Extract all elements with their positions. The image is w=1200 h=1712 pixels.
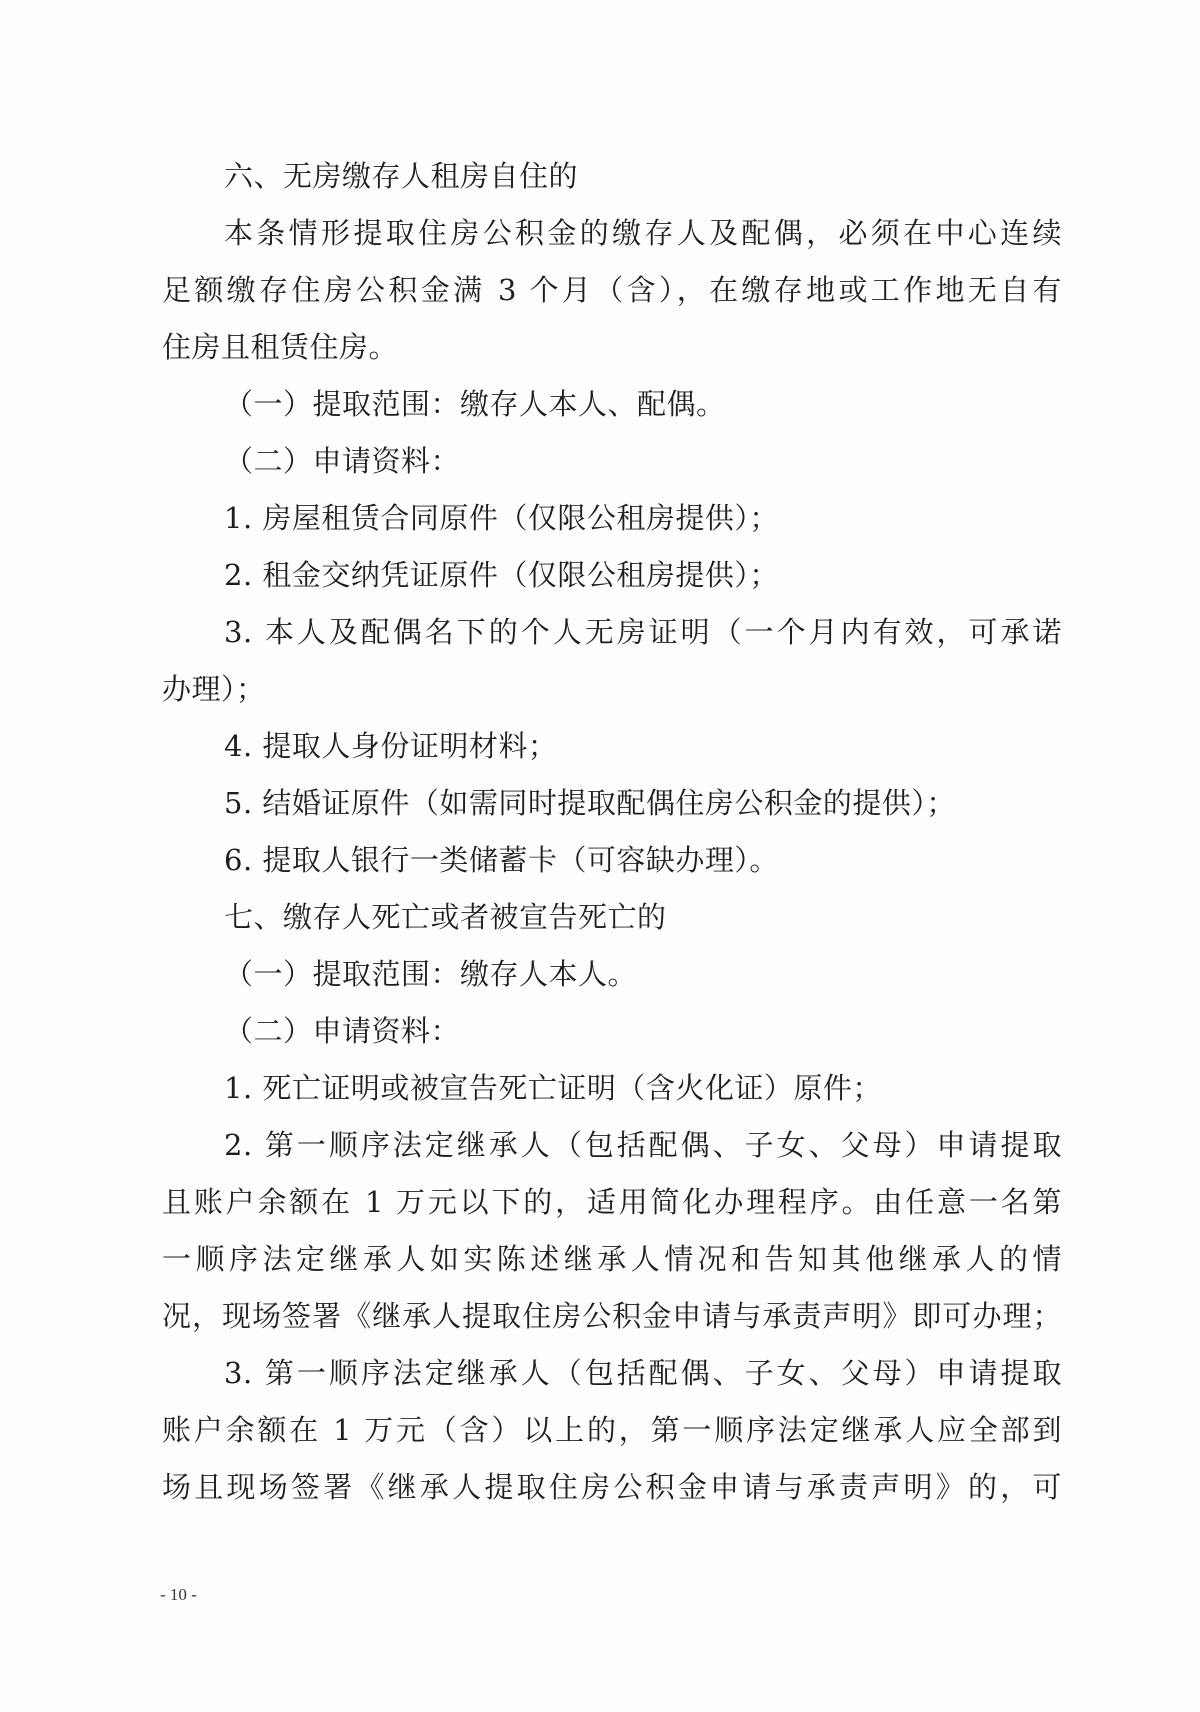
text-line: 4. 提取人身份证明材料； — [224, 729, 558, 763]
text-line: 1. 房屋租赁合同原件（仅限公租房提供）； — [224, 501, 779, 535]
text-line: 住房且租赁住房。 — [162, 330, 399, 364]
text-line: 1. 死亡证明或被宣告死亡证明（含火化证）原件； — [224, 1071, 882, 1105]
text-line: 七、缴存人死亡或者被宣告死亡的 — [224, 900, 667, 934]
text-line: 5. 结婚证原件（如需同时提取配偶住房公积金的提供）； — [224, 786, 956, 820]
text-line: 办理）； — [162, 672, 266, 706]
text-line: （一）提取范围：缴存人本人、配偶。 — [224, 387, 726, 421]
text-line: 况，现场签署《继承人提取住房公积金申请与承责声明》即可办理； — [162, 1299, 1062, 1333]
text-line: 2. 第一顺序法定继承人（包括配偶、子女、父母）申请提取 — [224, 1128, 1062, 1162]
document-body — [162, 148, 1062, 1516]
text-line: 六、无房缴存人租房自住的 — [224, 159, 579, 193]
text-line: （二）申请资料： — [224, 444, 461, 478]
text-line: 场且现场签署《继承人提取住房公积金申请与承责声明》的，可 — [162, 1470, 1062, 1504]
text-line: 3. 第一顺序法定继承人（包括配偶、子女、父母）申请提取 — [224, 1356, 1062, 1390]
text-line: 且账户余额在 1 万元以下的，适用简化办理程序。由任意一名第 — [162, 1185, 1062, 1219]
text-line: 2. 租金交纳凭证原件（仅限公租房提供）； — [224, 558, 779, 592]
text-line: 一顺序法定继承人如实陈述继承人情况和告知其他继承人的情 — [162, 1242, 1062, 1276]
text-line: （一）提取范围：缴存人本人。 — [224, 957, 638, 991]
text-line: 本条情形提取住房公积金的缴存人及配偶，必须在中心连续 — [224, 216, 1062, 250]
text-line: 6. 提取人银行一类储蓄卡（可容缺办理）。 — [224, 843, 779, 877]
page-number: - 10 - — [160, 1585, 197, 1604]
text-line: 3. 本人及配偶名下的个人无房证明（一个月内有效，可承诺 — [224, 615, 1062, 649]
text-line: 账户余额在 1 万元（含）以上的，第一顺序法定继承人应全部到 — [162, 1413, 1062, 1447]
text-line: （二）申请资料： — [224, 1014, 461, 1048]
text-line: 足额缴存住房公积金满 3 个月（含），在缴存地或工作地无自有 — [162, 273, 1062, 307]
